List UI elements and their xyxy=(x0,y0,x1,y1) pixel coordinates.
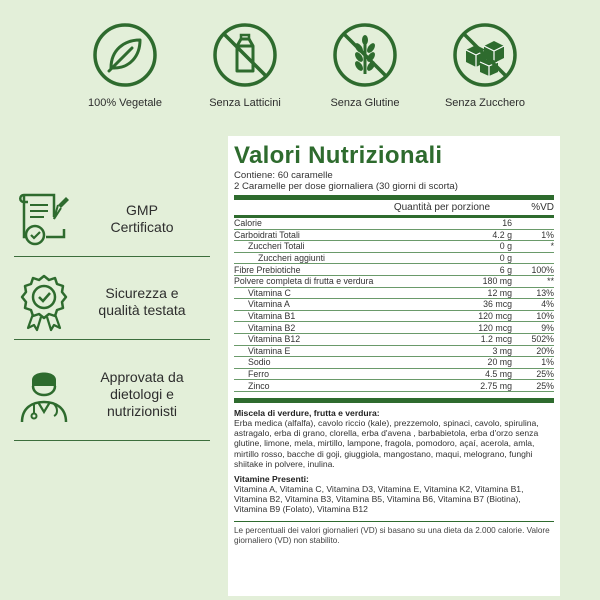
table-row: Ferro 4.5 mg 25% xyxy=(234,369,554,381)
cert-label: GMP Certificato xyxy=(110,202,174,235)
doctor-icon xyxy=(14,364,74,424)
contains-text: Contiene: 60 caramelle xyxy=(234,170,333,181)
table-header xyxy=(234,200,554,215)
no-milk-icon xyxy=(212,22,278,88)
vitamins-text: Vitamina A, Vitamina C, Vitamina D3, Vitamina E, Vitamina K2, Vitamina B1, Vitamina B2, Vitamina B3, Vitamina B5, Vitamina B6, Vitamina B7 (Biotina), Vitamina B9 (Folato), Vitamina B12 xyxy=(234,483,524,515)
badge-vegetale xyxy=(70,22,180,109)
badge-latticini xyxy=(190,22,300,109)
no-sugar-icon xyxy=(452,22,518,88)
cert-gmp xyxy=(14,182,210,256)
divider xyxy=(14,339,210,340)
table-row: Fibre Prebiotiche 6 g 100% xyxy=(234,264,554,275)
panel-title: Valori Nutrizionali xyxy=(234,142,443,169)
table-row: Vitamina E 3 mg 20% xyxy=(234,346,554,358)
no-gluten-icon xyxy=(332,22,398,88)
table-row: Sodio 20 mg 1% xyxy=(234,357,554,369)
blend-text: Erba medica (alfalfa), cavolo riccio (kale), prezzemolo, spinaci, cavolo, spirulina, astragalo, erba di grano, clorella, erba d'avena , barbabietola, erba d'orzo senza glutine, limone, mela, mirtillo, lampone, fragola, pomodoro, açaí, acerola, amla, mirtillo rosso, bacche di goji, giuggiola, mangostano, maqui, melograno, funghi shiitake in polvere, inulina. xyxy=(234,417,539,469)
badge-zucchero xyxy=(430,22,540,109)
certificate-icon xyxy=(14,189,74,249)
badge-row xyxy=(70,22,540,109)
footer-note: Le percentuali dei valori giornalieri (VD) si basano su una dieta da 2.000 calorie. Valore giornaliero (VD) non stabilito. xyxy=(234,525,550,545)
dose-text: 2 Caramelle per dose giornaliera (30 giorni di scorta) xyxy=(234,181,458,192)
cert-label: Approvata da dietologi e nutrizionisti xyxy=(100,368,184,419)
quality-badge-icon xyxy=(14,272,74,332)
table-row: Polvere completa di frutta e verdura 180 mg ** xyxy=(234,276,554,287)
nutrition-panel xyxy=(228,136,560,596)
divider xyxy=(234,398,554,403)
col-qty: Quantità per porzione xyxy=(393,202,490,213)
badge-label: Senza Zucchero xyxy=(444,97,526,109)
cert-quality xyxy=(14,265,210,339)
divider xyxy=(14,440,210,441)
certification-list xyxy=(14,182,210,441)
table-row: Vitamina A 36 mcg 4% xyxy=(234,299,554,311)
blend-title: Miscela di verdure, frutta e verdura: xyxy=(234,407,380,418)
table-row: Zinco 2.75 mg 25% xyxy=(234,380,554,392)
nutrition-rows xyxy=(234,218,554,392)
table-row: Vitamina B1 120 mcg 10% xyxy=(234,311,554,323)
cert-label: Sicurezza e qualità testata xyxy=(98,285,186,318)
table-row: Zuccheri aggiunti 0 g xyxy=(234,253,554,265)
table-row: Zuccheri Totali 0 g * xyxy=(234,241,554,253)
table-row: Vitamina B12 1.2 mcg 502% xyxy=(234,334,554,346)
table-row: Vitamina C 12 mg 13% xyxy=(234,288,554,300)
badge-label: 100% Vegetale xyxy=(87,97,162,109)
table-row: Calorie 16 xyxy=(234,218,554,230)
divider xyxy=(234,521,554,522)
badge-label: Senza Glutine xyxy=(330,97,400,109)
cert-doctor xyxy=(14,348,210,440)
badge-glutine xyxy=(310,22,420,109)
col-vd: %VD xyxy=(531,202,554,213)
leaf-icon xyxy=(92,22,158,88)
vitamins-title: Vitamine Presenti: xyxy=(234,473,309,484)
badge-label: Senza Latticini xyxy=(209,97,281,109)
table-row: Vitamina B2 120 mcg 9% xyxy=(234,322,554,334)
table-row: Carboidrati Totali 4.2 g 1% xyxy=(234,229,554,240)
divider xyxy=(14,256,210,257)
